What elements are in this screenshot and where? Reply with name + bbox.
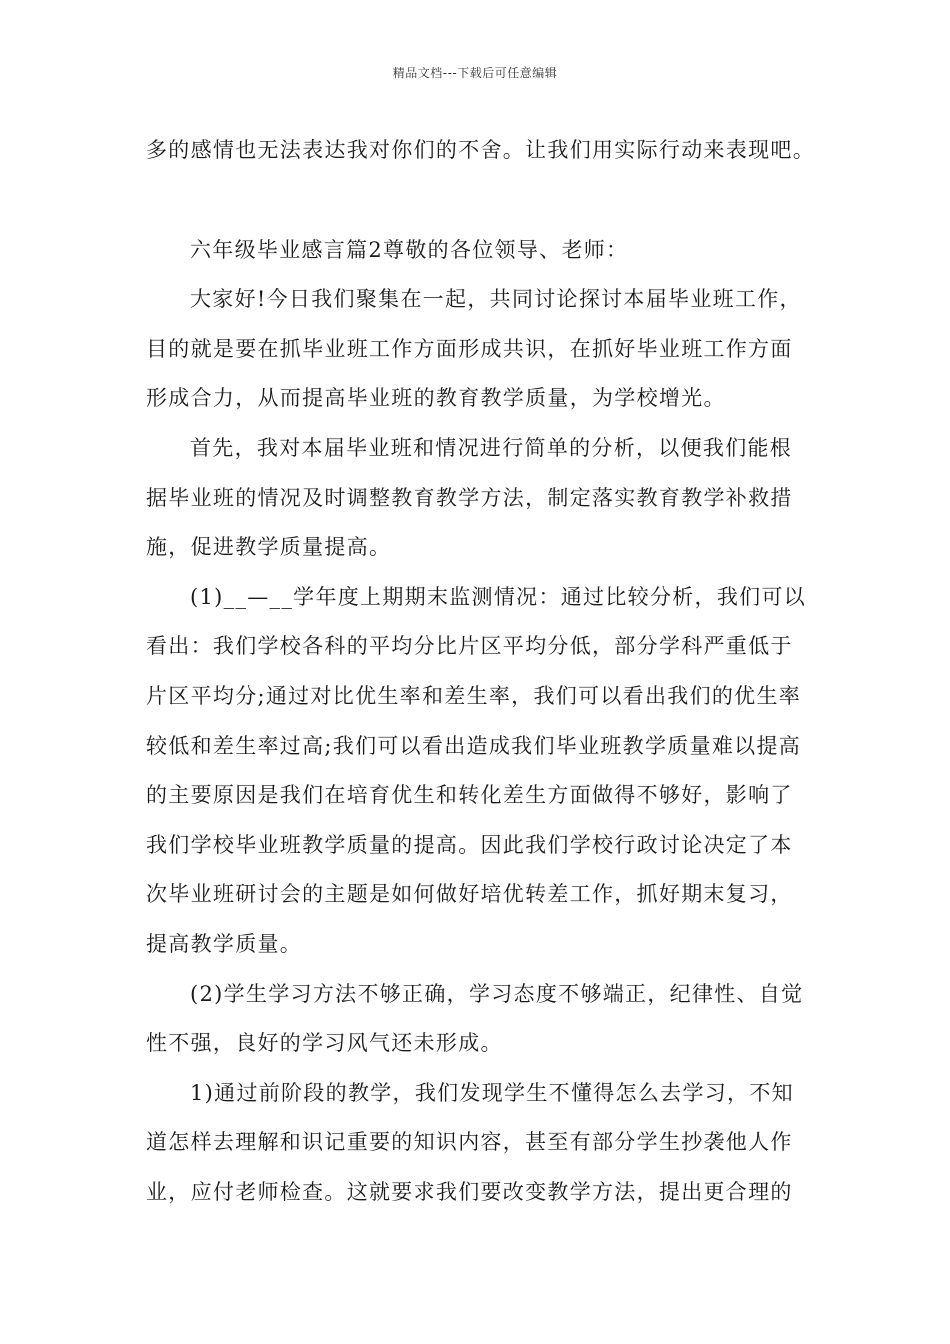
text-line: 据毕业班的情况及时调整教育教学方法，制定落实教育教学补救措 [146,485,793,510]
text-line: 多的感情也无法表达我对你们的不舍。让我们用实际行动来表现吧。 [146,138,815,162]
text-line: 片区平均分;通过对比优生率和差生率，我们可以看出我们的优生率 [146,683,802,708]
text-line: 看出：我们学校各科的平均分比片区平均分低，部分学科严重低于 [146,634,793,659]
text-line: 施，促进教学质量提高。 [146,535,392,560]
text-line: 六年级毕业感言篇2尊敬的各位领导、老师： [190,237,629,262]
text-line: (1)__—__学年度上期期末监测情况：通过比较分析，我们可以 [190,584,807,609]
text-line: 首先，我对本届毕业班和情况进行简单的分析，以便我们能根 [190,435,793,460]
text-line: 1)通过前阶段的教学，我们发现学生不懂得怎么去学习，不知 [190,1080,794,1105]
paragraph-gap [146,176,816,226]
page-header: 精品文档---下载后可任意编辑 [392,66,558,80]
text-line: 性不强，良好的学习风气还未形成。 [146,1031,503,1056]
text-line: 我们学校毕业班教学质量的提高。因此我们学校行政讨论决定了本 [146,832,793,857]
text-line: 较低和差生率过高;我们可以看出造成我们毕业班教学质量难以提高 [146,733,802,758]
text-line: 形成合力，从而提高毕业班的教育教学质量，为学校增光。 [146,386,726,411]
text-line: (2)学生学习方法不够正确，学习态度不够端正，纪律性、自觉 [190,981,804,1006]
text-line: 的主要原因是我们在培育优生和转化差生方面做得不够好，影响了 [146,783,793,808]
document-body [146,126,816,1217]
text-line: 次毕业班研讨会的主题是如何做好培优转差工作，抓好期末复习， [146,882,793,907]
text-line: 大家好!今日我们聚集在一起，共同讨论探讨本届毕业班工作， [190,287,802,312]
text-line: 提高教学质量。 [146,931,303,956]
text-line: 目的就是要在抓毕业班工作方面形成共识，在抓好毕业班工作方面 [146,336,793,361]
text-line: 道怎样去理解和识记重要的知识内容，甚至有部分学生抄袭他人作 [146,1130,793,1155]
text-line: 业，应付老师检查。这就要求我们要改变教学方法，提出更合理的 [146,1179,793,1204]
